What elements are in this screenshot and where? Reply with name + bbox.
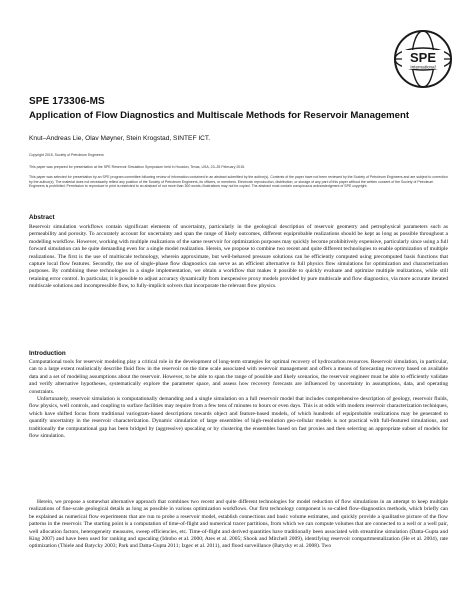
paper-title: Application of Flow Diagnostics and Multiscale Methods for Reservoir Management	[29, 110, 410, 121]
logo-letters: SPE	[409, 50, 437, 65]
review-notice: This paper was selected for presentation by an SPE program committee following review of information contained in an abstract submitted by the author(s). Contents of the paper have not been reviewed by the Society of Petroleum Engineers and are subject to correction by the author(s). The material does not necessarily reflect any position of the Society of Petroleum Engineers, its officers, or members. Electronic reproduction, distribution, or storage of any part of this paper without the written consent of the Society of Petroleum Engineers is prohibited. Permission to reproduce in print is restricted to an abstract of not more than 300 words; illustrations may not be copied. The abstract must contain conspicuous acknowledgment of SPE copyright.	[29, 175, 448, 189]
author-list: Knut–Andreas Lie, Olav Møyner, Stein Krogstad, SINTEF ICT.	[29, 135, 211, 142]
copyright-notice: Copyright 2015, Society of Petroleum Engineers	[29, 153, 104, 157]
presentation-notice: This paper was prepared for presentation at the SPE Reservoir Simulation Symposium held in Houston, Texas, USA, 23–25 February 2015.	[29, 165, 246, 169]
introduction-paragraph-3: Herein, we propose a somewhat alternative approach that combines two recent and quite different technologies for model reduction of flow simulations in an attempt to keep multiple realizations of fine-scale geological details as long as possible in various optimization workflows. Our first technology component is so-called flow-diagnostics methods, which briefly can be explained as numerical flow experiments that are run to probe a reservoir model, establish connections and basic volume estimates, and quickly provide a qualitative picture of the flow patterns in the reservoir. The starting point is a computation of time-of-flight and numerical tracer partitions, from which we can compute volumes that are connected to a well or a well pair, well allocation factors, heterogeneity measures, sweep efficiencies, etc. Time-of-flight and derived quantities have traditionally been associated with streamline simulation (Datta-Gupta and King 2007) and have been used for ranking and upscaling (Idrobo et al. 2000; Ates et al. 2005; Shook and Mitchell 2009), identifying reservoir compartmentalization (He et al. 2004), rate optimization (Thiele and Batycky 2003; Park and Datta-Gupta 2011; Izgec et al. 2011), and flood surveillance (Batycky et al. 2008). Two	[29, 499, 448, 550]
abstract-text: Reservoir simulation workflows contain significant elements of uncertainty, particularly in the geological description of reservoir geometry and petrophysical parameters such as permeability and porosity. To accurately account for uncertainty and span the range of likely outcomes, different equiprobable realizations should be kept as long as possible throughout a modelling workflow. However, working with multiple realizations of the same reservoir for optimization purposes may quickly become prohibitively expensive, particularly since using a full forward simulation can be quite demanding even for a single model realization. Herein, we propose to combine two recent and quite different technologies to enable optimization of multiple realizations. The first is the use of multiscale technology, wherein approximate, but well-behaved pressure solutions can be efficiently computed using precomputed basis functions that capture local flow features. Secondly, the use of single-phase flow diagnostics can serve as an efficient alternative to full physics flow simulations for optimization and characterization purposes. By combining these technologies in a single implementation, we obtain a workflow that makes it possible to quickly evaluate and optimize multiple realizations, while still retaining error control. In particular, it is possible to adjust accuracy dynamically from inexpensive proxy models provided by pure multiscale and flow diagnostics, via more accurate iterated multiscale solutions and incompressible flow, to fully-implicit solvers that incorporate the relevant flow physics.	[29, 224, 448, 290]
spe-logo-icon	[392, 28, 454, 90]
introduction-paragraph-1: Computational tools for reservoir modeling play a critical role in the development of long-term strategies for optimal recovery of hydrocarbon resources. Reservoir simulation, in particular, can to a large extent realistically describe fluid flow in the reservoir on the time scale associated with reservoir management and offers a means of forecasting recovery based on available data and a set of modeling assumptions about the reservoir. However, to be able to span the range of possible and likely scenarios, the reservoir engineer must be able to efficiently validate and verify alternative hypotheses, systematically explore the parameter space, and assess how recovery forecasts are influenced by uncertainty in assumptions, data, and operating constraints.	[29, 359, 448, 395]
abstract-heading: Abstract	[29, 214, 55, 221]
logo-subtitle: International	[410, 64, 436, 70]
introduction-heading: Introduction	[29, 350, 66, 357]
introduction-paragraph-2: Unfortunately, reservoir simulation is computationally demanding and a single simulation on a full reservoir model that includes comprehensive description of geology, reservoir fluids, flow physics, well controls, and coupling to surface facilities may require from a few tens of minutes to hours or even days. This is at odds with modern reservoir characterization techniques, which have shifted focus from traditional variogram-based descriptions towards object and feature-based models, of which hundreds of equiprobable realizations may be generated to quantify uncertainty in the reservoir characterization. Dynamic simulation of large ensembles of high-resolution geo-cellular models is not practical with full-featured simulations, and traditionally the computational gap has been bridged by (aggressive) upscaling or by clustering the ensembles based on fast proxies and then selecting an appropriate subset of models for flow simulation.	[29, 396, 448, 440]
paper-number: SPE 173306-MS	[29, 96, 105, 107]
